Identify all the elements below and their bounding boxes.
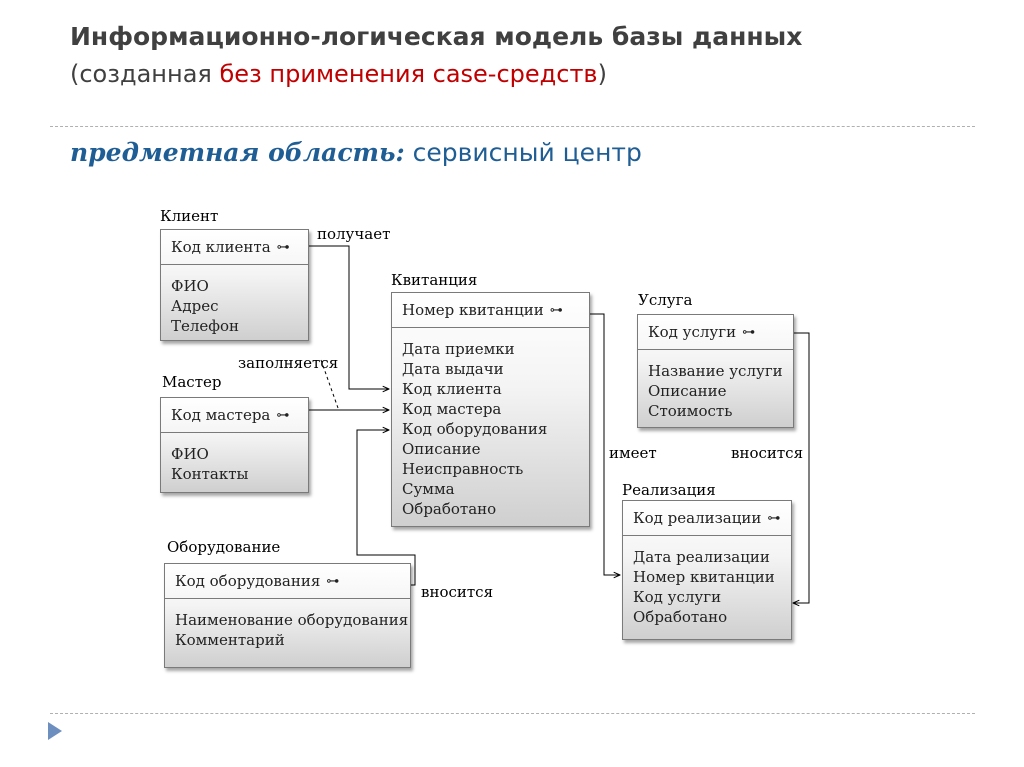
relation-label-entered: вносится [421,583,494,601]
subtitle-close: ) [597,60,607,88]
attribute: Обработано [633,608,728,626]
attribute: Обработано [402,500,497,518]
relation-label-receives: получает [317,225,391,243]
slide-title: Информационно-логическая модель базы данных [70,22,803,51]
attribute: Комментарий [175,631,285,649]
attribute: Сумма [402,480,455,498]
equipment-attributes [165,599,410,650]
attribute: Дата реализации [633,548,770,566]
attribute: Код клиента [402,380,502,398]
attribute: Код оборудования [402,420,548,438]
attribute: Код услуги [633,588,722,606]
key-icon: ⊶ [326,573,340,589]
entity-equipment-name: Оборудование [167,538,281,556]
attribute: Неисправность [402,460,524,478]
attribute: Наименование оборудования [175,611,409,629]
key-icon: ⊶ [276,407,290,423]
master-primary-key [161,398,308,433]
realization-attributes [623,536,791,627]
triangle-right-icon[interactable] [48,722,62,740]
attribute: Описание [402,440,481,458]
attribute: Номер квитанции [633,568,775,586]
master-attributes [161,433,308,484]
domain-value: сервисный центр [404,138,642,167]
entity-receipt [391,292,590,527]
relation-label-has: имеет [609,444,657,462]
subtitle-highlight: без применения case-средств [219,60,598,88]
realization-pk-label: Код реализации [633,509,762,527]
receipt-attributes [392,328,589,519]
key-icon: ⊶ [549,302,563,318]
attribute: Код мастера [402,400,502,418]
relation-label-entered-service: вносится [731,444,804,462]
equipment-pk-label: Код оборудования [175,572,321,590]
entity-client-name: Клиент [160,207,219,225]
relation-label-filled: заполняется [238,354,339,372]
entity-receipt-name: Квитанция [391,271,478,289]
realization-primary-key [623,501,791,536]
entity-client [160,229,309,341]
master-pk-label: Код мастера [171,406,271,424]
client-primary-key [161,230,308,265]
equipment-primary-key [165,564,410,599]
key-icon: ⊶ [742,324,756,340]
domain-label: предметная область: [70,138,405,167]
attribute: ФИО [171,277,209,295]
entity-realization-name: Реализация [622,481,716,499]
client-pk-label: Код клиента [171,238,271,256]
line-service-realization [793,333,809,603]
entity-equipment [164,563,411,668]
key-icon: ⊶ [276,239,290,255]
service-attributes [638,350,793,421]
attribute: Название услуги [648,362,783,380]
receipt-primary-key [392,293,589,328]
attribute: Дата выдачи [402,360,504,378]
bottom-divider [50,713,975,714]
subtitle-open: (созданная [70,60,220,88]
attribute: Контакты [171,465,249,483]
attribute: Телефон [171,317,240,335]
receipt-pk-label: Номер квитанции [402,301,544,319]
entity-realization [622,500,792,640]
entity-master [160,397,309,493]
service-pk-label: Код услуги [648,323,737,341]
attribute: ФИО [171,445,209,463]
attribute: Адрес [171,297,219,315]
entity-service-name: Услуга [638,291,693,309]
attribute: Дата приемки [402,340,515,358]
service-primary-key [638,315,793,350]
attribute: Стоимость [648,402,733,420]
entity-service [637,314,794,428]
attribute: Описание [648,382,727,400]
client-attributes [161,265,308,336]
key-icon: ⊶ [767,510,781,526]
entity-master-name: Мастер [162,373,222,391]
